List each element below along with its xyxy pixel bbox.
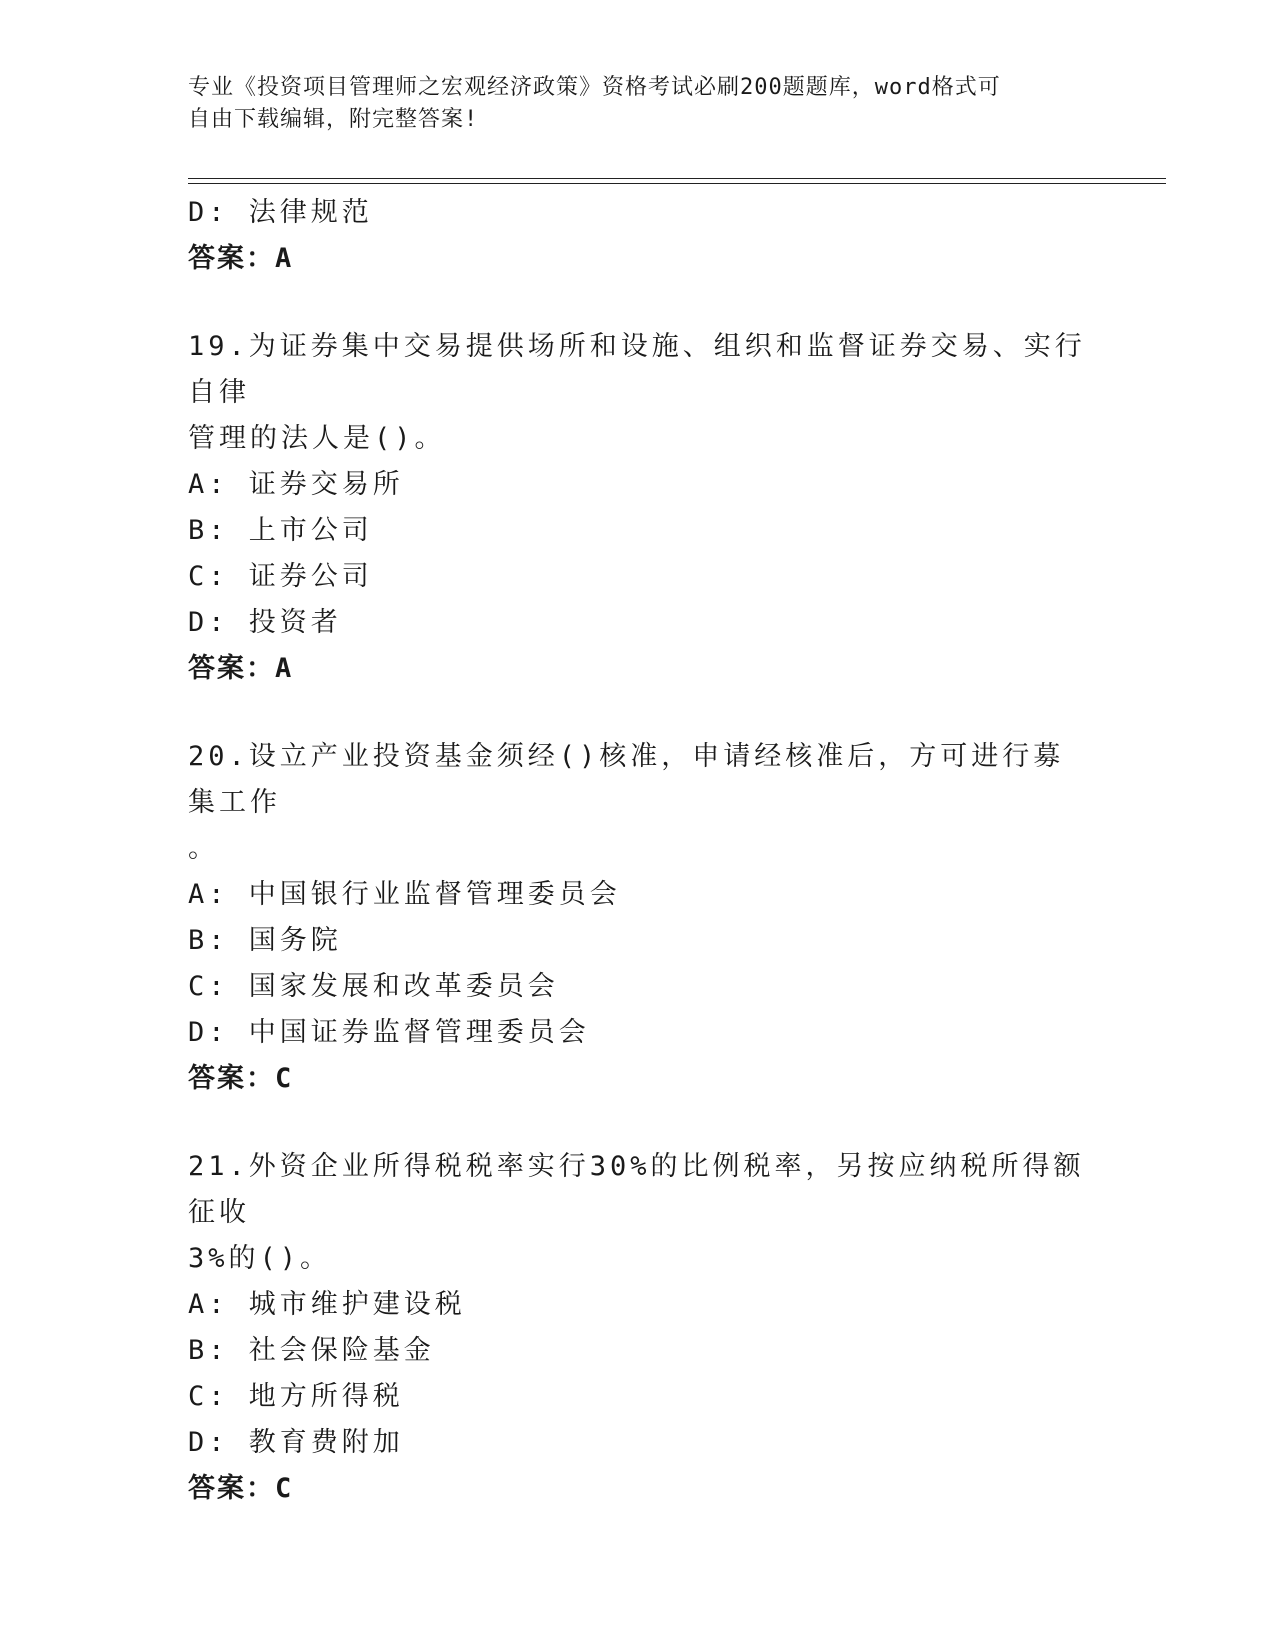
option-c: C: 国家发展和改革委员会 [188, 971, 559, 1002]
question-text-line-1: 20.设立产业投资基金须经()核准，申请经核准后，方可进行募集工作 [188, 741, 1065, 818]
option-a: A: 中国银行业监督管理委员会 [188, 879, 621, 910]
option-c: C: 地方所得税 [188, 1381, 404, 1412]
header-divider-bottom [188, 183, 1166, 184]
answer-line: 答案：C [188, 1063, 294, 1094]
previous-question-fragment [188, 190, 1088, 282]
option-d: D: 教育费附加 [188, 1427, 404, 1458]
question-text-line-2: 管理的法人是()。 [188, 423, 446, 454]
option-c: C: 证券公司 [188, 561, 373, 592]
header-line-1: 专业《投资项目管理师之宏观经济政策》资格考试必刷200题题库，word格式可 [188, 75, 1001, 100]
option-d: D: 法律规范 [188, 197, 373, 228]
question-content [188, 190, 1088, 1512]
header-divider-top [188, 178, 1166, 179]
option-b: B: 社会保险基金 [188, 1335, 435, 1366]
answer-line: 答案：A [188, 653, 294, 684]
question-text-line-1: 21.外资企业所得税税率实行30%的比例税率，另按应纳税所得额征收 [188, 1151, 1085, 1228]
question-text-line-1: 19.为证券集中交易提供场所和设施、组织和监督证券交易、实行自律 [188, 331, 1086, 408]
option-b: B: 上市公司 [188, 515, 373, 546]
question-20 [188, 734, 1088, 1102]
option-d: D: 中国证券监督管理委员会 [188, 1017, 590, 1048]
question-text-line-2: 3%的()。 [188, 1243, 332, 1274]
option-d: D: 投资者 [188, 607, 342, 638]
question-21 [188, 1144, 1088, 1512]
question-text-line-2: 。 [188, 833, 219, 864]
document-header [188, 72, 1068, 136]
answer-line: 答案：A [188, 243, 294, 274]
option-a: A: 证券交易所 [188, 469, 404, 500]
option-a: A: 城市维护建设税 [188, 1289, 466, 1320]
option-b: B: 国务院 [188, 925, 342, 956]
answer-line: 答案：C [188, 1473, 294, 1504]
header-line-2: 自由下载编辑，附完整答案! [188, 107, 479, 132]
question-19 [188, 324, 1088, 692]
